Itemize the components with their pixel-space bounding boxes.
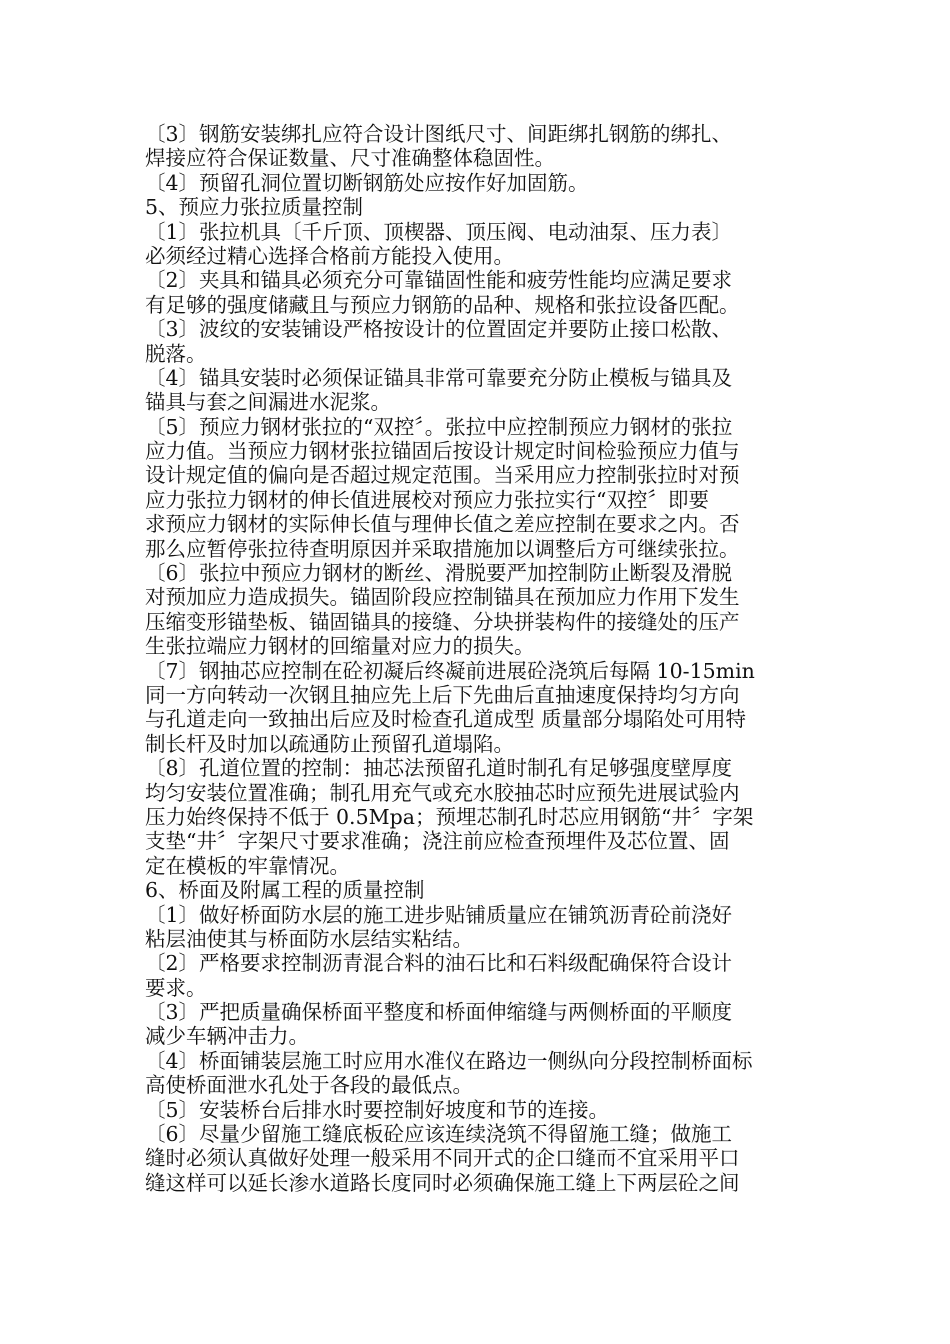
text-line: 应力值。当预应力钢材张拉锚固后按设计规定时间检验预应力值与: [145, 439, 740, 464]
text-line: 〔1〕做好桥面防水层的施工进步贴铺质量应在铺筑沥青砼前浇好: [145, 902, 733, 927]
text-line: 5、预应力张拉质量控制: [145, 195, 364, 220]
text-line: 必须经过精心选择合格前方能投入使用。: [145, 243, 514, 268]
text-line: 粘层油使其与桥面防水层结实粘结。: [145, 926, 473, 951]
text-line: 减少车辆冲击力。: [145, 1024, 309, 1049]
text-line: 应力张拉力钢材的伸长值进展校对预应力张拉实行“双控〞即要: [145, 487, 709, 512]
text-line: 求预应力钢材的实际伸长值与理伸长值之差应控制在要求之内。否: [145, 512, 740, 537]
document-body: [145, 122, 807, 1195]
text-line: 均匀安装位置准确；制孔用充气或充水胶抽芯时应预先进展试验内: [145, 780, 740, 805]
text-line: 压力始终保持不低于 0.5Mpa；预埋芯制孔时芯应用钢筋“井〞字架: [145, 804, 754, 829]
text-line: 与孔道走向一致抽出后应及时检查孔道成型 质量部分塌陷处可用特: [145, 707, 747, 732]
text-line: 〔3〕严把质量确保桥面平整度和桥面伸缩缝与两侧桥面的平顺度: [145, 1000, 733, 1025]
text-line: 制长杆及时加以疏通防止预留孔道塌陷。: [145, 731, 514, 756]
text-line: 6、桥面及附属工程的质量控制: [145, 878, 425, 903]
text-line: 〔1〕张拉机具〔千斤顶、顶楔器、顶压阀、电动油泵、压力表〕: [145, 219, 733, 244]
text-line: 〔3〕钢筋安装绑扎应符合设计图纸尺寸、间距绑扎钢筋的绑扎、: [145, 122, 733, 146]
text-line: 〔4〕锚具安装时必须保证锚具非常可靠要充分防止模板与锚具及: [145, 365, 733, 390]
text-line: 定在模板的牢靠情况。: [145, 853, 350, 878]
text-line: 〔6〕张拉中预应力钢材的断丝、滑脱要严加控制防止断裂及滑脱: [145, 561, 733, 586]
text-line: 〔2〕严格要求控制沥青混合料的油石比和石料级配确保符合设计: [145, 951, 733, 976]
text-line: 要求。: [145, 975, 207, 1000]
text-line: 〔2〕夹具和锚具必须充分可靠锚固性能和疲劳性能均应满足要求: [145, 268, 733, 293]
text-line: 那么应暂停张拉待查明原因并采取措施加以调整后方可继续张拉。: [145, 536, 740, 561]
text-line: 〔4〕预留孔洞位置切断钢筋处应按作好加固筋。: [145, 170, 589, 195]
text-line: 焊接应符合保证数量、尺寸准确整体稳固性。: [145, 146, 555, 171]
text-line: 〔8〕孔道位置的控制：抽芯法预留孔道时制孔有足够强度壁厚度: [145, 756, 733, 781]
text-line: 缝这样可以延长渗水道路长度同时必须确保施工缝上下两层砼之间: [145, 1170, 740, 1195]
text-line: 〔6〕尽量少留施工缝底板砼应该连续浇筑不得留施工缝；做施工: [145, 1122, 733, 1147]
text-line: 同一方向转动一次钢且抽应先上后下先曲后直抽速度保持均匀方向: [145, 682, 740, 707]
text-line: 〔3〕波纹的安装铺设严格按设计的位置固定并要防止接口松散、: [145, 317, 733, 342]
text-line: 生张拉端应力钢材的回缩量对应力的损失。: [145, 634, 535, 659]
text-line: 设计规定值的偏向是否超过规定范围。当采用应力控制张拉时对预: [145, 463, 740, 488]
text-line: 〔4〕桥面铺装层施工时应用水准仪在路边一侧纵向分段控制桥面标: [145, 1048, 753, 1073]
text-line: 有足够的强度储藏且与预应力钢筋的品种、规格和张拉设备匹配。: [145, 292, 740, 317]
text-line: 高使桥面泄水孔处于各段的最低点。: [145, 1073, 473, 1098]
text-line: 〔7〕钢抽芯应控制在砼初凝后终凝前进展砼浇筑后每隔 10-15min: [145, 658, 755, 683]
text-line: 〔5〕预应力钢材张拉的“双控〞。张拉中应控制预应力钢材的张拉: [145, 414, 733, 439]
text-line: 压缩变形锚垫板、锚固锚具的接缝、分块拼装构件的接缝处的压产: [145, 609, 740, 634]
text-line: 脱落。: [145, 341, 207, 366]
text-line: 〔5〕安装桥台后排水时要控制好坡度和节的连接。: [145, 1097, 610, 1122]
text-line: 对预加应力造成损失。锚固阶段应控制锚具在预加应力作用下发生: [145, 585, 740, 610]
text-line: 支垫“井〞字架尺寸要求准确；浇注前应检查预埋件及芯位置、固: [145, 829, 730, 854]
text-line: 锚具与套之间漏进水泥浆。: [145, 390, 391, 415]
text-line: 缝时必须认真做好处理一般采用不同开式的企口缝而不宜采用平口: [145, 1146, 740, 1171]
